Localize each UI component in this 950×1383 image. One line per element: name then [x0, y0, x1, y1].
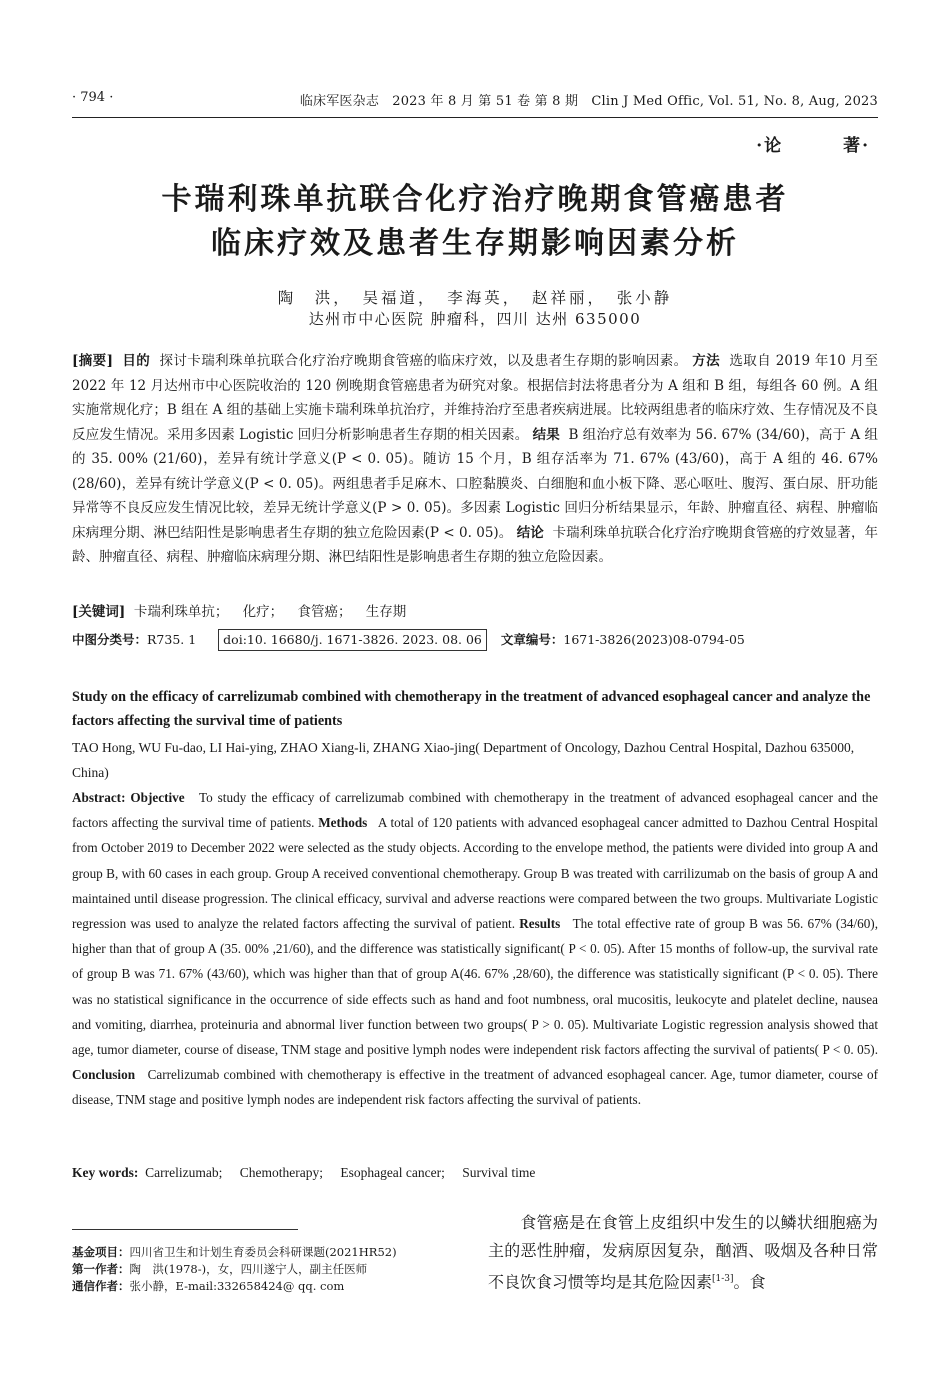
objective-label: 目的	[122, 353, 151, 369]
english-title: Study on the efficacy of carrelizumab combined with chemotherapy in the treatment of advanced esophageal cancer and analyze the factors affecting the survival time of patients	[72, 689, 871, 729]
title-line-2: 临床疗效及患者生存期影响因素分析	[211, 226, 739, 261]
affiliation: 达州市中心医院 肿瘤科，四川 达州 635000	[308, 310, 642, 328]
journal-info: 临床军医杂志 2023 年 8 月 第 51 卷 第 8 期 Clin J Med Offic, Vol. 51, No. 8, Aug, 2023	[299, 94, 878, 109]
body-text-tail: 。食	[733, 1272, 766, 1292]
en-methods-label: Methods	[318, 815, 368, 831]
conclusion-label: 结论	[516, 524, 544, 541]
keyword: 化疗；	[242, 604, 284, 620]
abstract-label: [摘要]	[72, 353, 113, 369]
title-line-1: 卡瑞利珠单抗联合化疗治疗晚期食管癌患者	[161, 182, 789, 217]
en-keyword: Survival time	[462, 1165, 536, 1180]
corresponding-text: 张小静，E-mail:332658424@ qq. com	[129, 1279, 345, 1293]
author-list: 陶 洪， 吴福道， 李海英， 赵祥丽， 张小静	[277, 289, 673, 307]
keyword: 生存期	[365, 604, 407, 620]
results-text: B 组治疗总有效率为 56. 67% (34/60)，高于 A 组的 35. 00% (21/60)，差异有统计学意义(P < 0. 05)。随访 15 个月，B 组存活率为 71. 67% (43/60)，高于 A 组的 46. 67% (28/60)，差异有统计学意义(P < 0. 05)。两组患者手足麻木、口腔黏膜炎、白细胞和血小板下降、恶心呕吐、腹泻、蛋白尿、肝功能异常等不良反应发生情况比较，差异无统计学意义(P > 0. 05)。多因素 Logistic 回归分析结果显示，年龄、肿瘤直径、病程、肿瘤临床病理分期、淋巴结阳性是影响患者生存期的独立危险因素(P < 0. 05)。	[72, 426, 878, 541]
en-keyword: Esophageal cancer;	[340, 1165, 445, 1180]
doi-link[interactable]: doi:10. 16680/j. 1671-3826. 2023. 08. 06	[218, 629, 487, 651]
en-objective-label: Objective	[130, 790, 185, 805]
en-keyword: Carrelizumab;	[145, 1165, 223, 1180]
keyword: 食管癌；	[297, 604, 352, 620]
footnote-first-author	[72, 1261, 472, 1278]
objective-text: 探讨卡瑞利珠单抗联合化疗治疗晚期食管癌的临床疗效，以及患者生存期的影响因素。	[159, 353, 688, 369]
section-label-part-1: ·论	[756, 136, 784, 156]
results-label: 结果	[532, 426, 560, 443]
english-keywords	[72, 1160, 878, 1185]
en-abstract-label: Abstract:	[72, 790, 126, 805]
reference-citation[interactable]: [1-3]	[712, 1274, 734, 1284]
fund-text: 四川省卫生和计划生育委员会科研课题(2021HR52)	[129, 1245, 397, 1259]
article-number-value: 1671-3826(2023)08-0794-05	[563, 632, 745, 647]
methods-text: 选取自 2019 年10 月至 2022 年 12 月达州市中心医院收治的 120 例晚期食管癌患者为研究对象。根据信封法将患者分为 A 组和 B 组，每组各 60 例。A 组实施常规化疗；B 组在 A 组的基础上实施卡瑞利珠单抗治疗，并维持治疗至患者疾病进展。比较两组患者的临床疗效、生存情况及不良反应发生情况。采用多因素 Logistic 回归分析影响患者生存期的相关因素。	[72, 353, 878, 443]
en-objective-text: To study the efficacy of carrelizumab combined with chemotherapy in the treatment of advanced esophageal cancer and the factors affecting the survival time of patients.	[72, 790, 879, 831]
english-authors: TAO Hong, WU Fu-dao, LI Hai-ying, ZHAO Xiang-li, ZHANG Xiao-jing( Department of Oncology, Dazhou Central Hospital, Dazhou 635000, China)	[72, 740, 855, 780]
clc-value: R735. 1	[147, 632, 197, 647]
english-abstract	[72, 785, 878, 1113]
header-rule	[72, 117, 878, 118]
article-number-label: 文章编号：	[500, 632, 564, 647]
keywords-label: [关键词]	[72, 604, 126, 620]
en-conclusion-label: Conclusion	[72, 1067, 136, 1083]
body-text: 食管癌是在食管上皮组织中发生的以鳞状细胞癌为主的恶性肿瘤，发病原因复杂，酗酒、吸烟及各种日常不良饮食习惯等均是其危险因素	[488, 1213, 878, 1292]
paper-title	[72, 178, 878, 266]
classification-line	[72, 628, 878, 652]
en-keywords-label: Key words:	[72, 1165, 139, 1180]
methods-label: 方法	[692, 353, 721, 369]
page-number: · 794 ·	[72, 90, 114, 105]
footnote-rule	[72, 1229, 298, 1230]
keyword: 卡瑞利珠单抗；	[133, 604, 229, 620]
clc-label: 中图分类号：	[72, 632, 148, 647]
footnote-fund	[72, 1244, 472, 1261]
section-label-part-2: 著·	[843, 136, 870, 156]
en-keyword: Chemotherapy;	[239, 1165, 323, 1180]
en-results-label: Results	[519, 916, 561, 932]
fund-label: 基金项目：	[72, 1245, 130, 1259]
en-conclusion-text: Carrelizumab combined with chemotherapy is effective in the treatment of advanced esophageal cancer. Age, tumor diameter, course of disease, TNM stage and positive lymph nodes are independent risk factors affecting the survival of patients.	[72, 1067, 879, 1108]
footnotes	[72, 1244, 472, 1295]
first-author-text: 陶 洪(1978-)，女，四川遂宁人，副主任医师	[129, 1262, 368, 1276]
en-methods-text: A total of 120 patients with advanced esophageal cancer admitted to Dazhou Central Hospital from October 2019 to December 2022 were selected as the study objects. According to the envelope method, the patients were divided into group A and group B, with 60 cases in each group. Group A received conventional chemotherapy. Group B was treated with carrilizumab on the basis of group A and maintained until disease progression. The clinical efficacy, survival and adverse reactions were compared between the two groups. Multivariate Logistic regression was used to analyze the related factors affecting the survival of patient.	[72, 815, 879, 932]
en-results-text: The total effective rate of group B was 56. 67% (34/60), higher than that of group A (35. 00% ,21/60), and the difference was statistically significant( P < 0. 05). After 15 months of follow-up, the survival rate of group B was 71. 67% (43/60), which was higher than that of group A(46. 67% ,28/60), the difference was statistically significant (P < 0. 05). There was no statistical significance in the occurrence of side effects such as hand and foot numbness, oral mucositis, leukocyte and platelet decline, nausea and vomiting, diarrhea, proteinuria and abnormal liver function between two groups( P > 0. 05). Multivariate Logistic regression analysis showed that age, tumor diameter, course of disease, TNM stage and positive lymph nodes were independent risk factors affecting the survival of patients( P < 0. 05).	[72, 916, 878, 1058]
chinese-keywords	[72, 600, 878, 624]
running-header	[72, 90, 878, 110]
section-label	[752, 131, 870, 156]
first-author-label: 第一作者：	[72, 1262, 130, 1276]
conclusion-text: 卡瑞利珠单抗联合化疗治疗晚期食管癌的疗效显著，年龄、肿瘤直径、病程、肿瘤临床病理分期、淋巴结阳性是影响患者生存期的独立危险因素。	[72, 524, 879, 565]
body-paragraph	[488, 1209, 878, 1296]
footnote-corresponding	[72, 1278, 472, 1295]
chinese-abstract	[72, 349, 878, 570]
corresponding-label: 通信作者：	[72, 1279, 130, 1293]
